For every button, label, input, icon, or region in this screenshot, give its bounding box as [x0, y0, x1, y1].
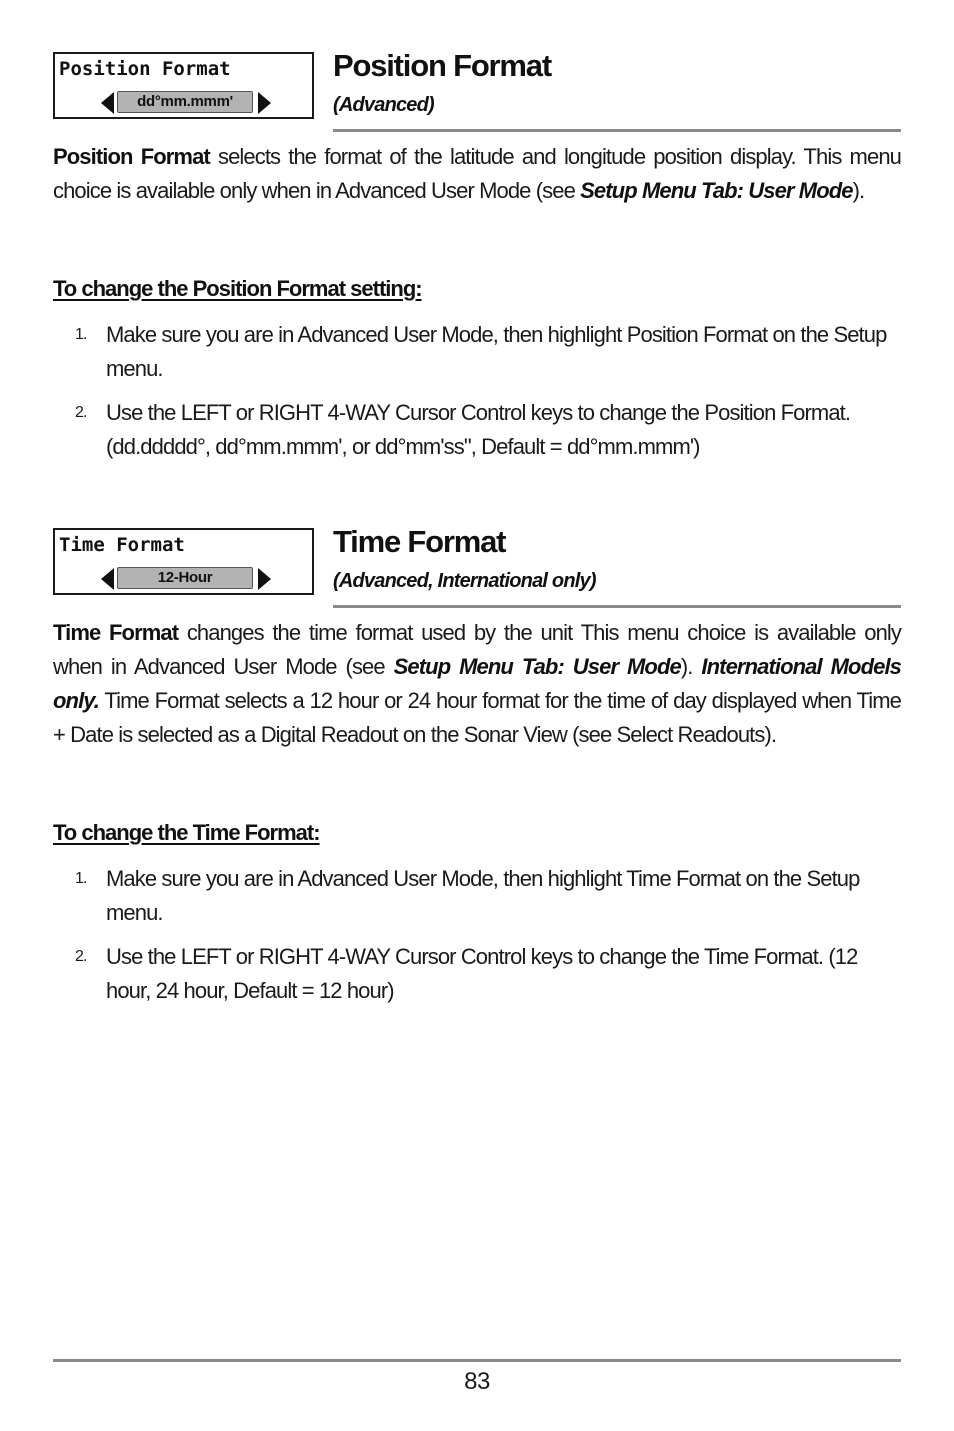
step-text: Make sure you are in Advanced User Mode, then highlight Position Format on the Setup menu.	[106, 322, 887, 381]
arrow-right-icon	[258, 92, 271, 114]
step-text: Make sure you are in Advanced User Mode, then highlight Time Format on the Setup menu.	[106, 866, 860, 925]
intro-paragraph	[53, 140, 901, 208]
section-heading	[333, 48, 901, 132]
list-item	[53, 396, 901, 464]
intro-paragraph	[53, 616, 901, 752]
howto-heading: To change the Time Format:	[53, 820, 320, 845]
widget-value: 12-Hour	[117, 567, 253, 589]
step-number: 1.	[75, 326, 87, 343]
section-subtitle: (Advanced)	[333, 94, 434, 116]
step-number: 2.	[75, 404, 87, 421]
intro-text-mid: ).	[680, 654, 702, 679]
step-number: 2.	[75, 948, 87, 965]
international-note: International Models only.	[53, 654, 902, 713]
list-item	[53, 318, 901, 386]
page-number: 83	[464, 1368, 490, 1395]
intro-text-end: Time Format selects a 12 hour or 24 hour format for the time of day displayed when Time + Date is selected as a Digital Readout on the Sonar View (see Select Readouts).	[53, 688, 901, 747]
section-heading	[333, 524, 901, 608]
howto-heading: To change the Position Format setting:	[53, 276, 422, 301]
reference: Setup Menu Tab: User Mode	[393, 654, 681, 679]
widget-label: Time Format	[59, 534, 185, 556]
intro-text-end: ).	[852, 178, 865, 203]
list-item	[53, 940, 901, 1008]
arrow-right-icon	[258, 568, 271, 590]
intro-text: selects the format of the latitude and longitude position display. This menu choice is available only when in Advanced User Mode (see	[53, 144, 901, 203]
term: Position Format	[53, 144, 210, 169]
intro-text: changes the time format used by the unit This menu choice is available only when in Advanced User Mode (see	[53, 620, 901, 679]
time-format-menu-widget	[53, 528, 314, 595]
widget-value: dd°mm.mmm'	[117, 91, 253, 113]
reference: Setup Menu Tab: User Mode	[580, 178, 853, 203]
step-text: Use the LEFT or RIGHT 4-WAY Cursor Control keys to change the Position Format. (dd.ddddd°, dd°mm.mmm', or dd°mm'ss", Default = dd°mm.mmm')	[106, 400, 851, 459]
position-format-menu-widget	[53, 52, 314, 119]
section-title: Position Format	[333, 48, 551, 83]
arrow-left-icon	[101, 568, 114, 590]
list-item	[53, 862, 901, 930]
arrow-left-icon	[101, 92, 114, 114]
section-title: Time Format	[333, 524, 506, 559]
step-text: Use the LEFT or RIGHT 4-WAY Cursor Control keys to change the Time Format. (12 hour, 24 hour, Default = 12 hour)	[106, 944, 858, 1003]
widget-label: Position Format	[59, 58, 231, 80]
footer-rule	[53, 1359, 901, 1362]
widget-selector	[101, 91, 271, 115]
section-subtitle: (Advanced, International only)	[333, 570, 596, 592]
widget-selector	[101, 567, 271, 591]
steps-list	[53, 318, 901, 474]
steps-list	[53, 862, 901, 1018]
term: Time Format	[53, 620, 179, 645]
step-number: 1.	[75, 870, 87, 887]
